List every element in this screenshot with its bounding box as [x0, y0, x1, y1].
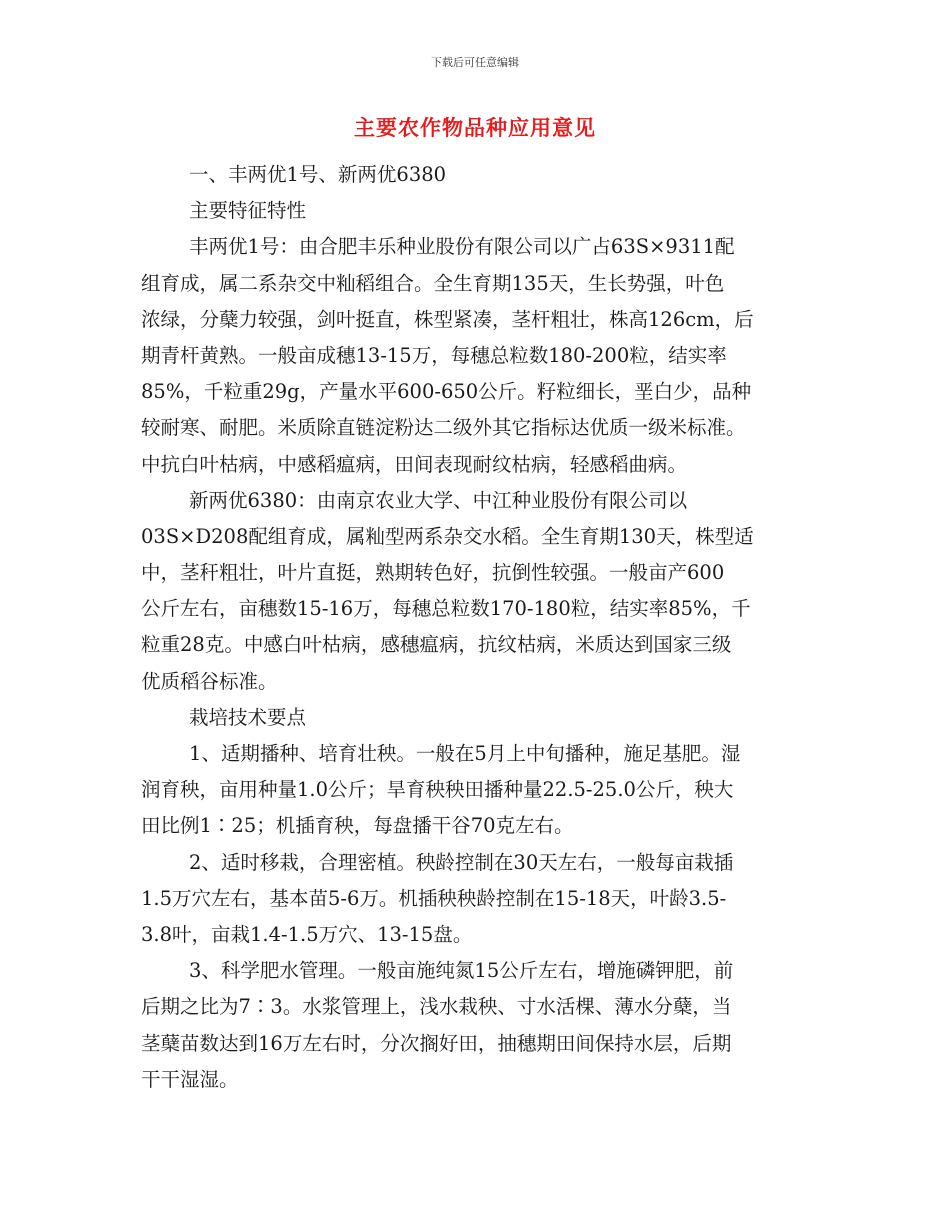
text-line: 3、科学肥水管理。一般亩施纯氮15公斤左右，增施磷钾肥，前 [189, 959, 734, 983]
text-line: 1、适期播种、培育壮秧。一般在5月上中旬播种，施足基肥。湿 [189, 742, 741, 765]
text-line: 田比例1∶25；机插育秧，每盘播干谷70克左右。 [141, 814, 574, 838]
text-line: 栽培技术要点 [189, 705, 307, 729]
text-line: 中，茎秆粗壮，叶片直挺，熟期转色好，抗倒性较强。一般亩产600 [141, 561, 725, 585]
text-line: 1.5万穴左右，基本苗5-6万。机插秧秧龄控制在15-18天，叶龄3.5- [141, 886, 727, 910]
header-note: 下载后可任意编辑 [431, 56, 519, 69]
text-line: 03S×D208配组育成，属籼型两系杂交水稻。全生育期130天，株型适 [141, 524, 754, 548]
text-line: 润育秧，亩用种量1.0公斤；旱育秧秧田播种量22.5-25.0公斤，秧大 [141, 778, 734, 802]
text-line: 浓绿，分蘖力较强，剑叶挺直，株型紧凑，茎杆粗壮，株高126cm，后 [141, 307, 754, 331]
text-line: 一、丰两优1号、新两优6380 [189, 163, 447, 186]
document-body [141, 157, 811, 1098]
text-line: 粒重28克。中感白叶枯病，感穗瘟病，抗纹枯病，米质达到国家三级 [141, 633, 732, 657]
text-line: 85%，千粒重29g，产量水平600-650公斤。籽粒细长，垩白少，品种 [141, 380, 752, 404]
text-line: 新两优6380：由南京农业大学、中江种业股份有限公司以 [189, 488, 688, 512]
text-line: 公斤左右，亩穗数15-16万，每穗总粒数170-180粒，结实率85%，千 [141, 597, 751, 621]
text-line: 丰两优1号：由合肥丰乐种业股份有限公司以广占63S×9311配 [189, 235, 735, 259]
text-line: 组育成，属二系杂交中籼稻组合。全生育期135天，生长势强，叶色 [141, 271, 725, 295]
text-line: 较耐寒、耐肥。米质除直链淀粉达二级外其它指标达优质一级米标准。 [141, 416, 746, 440]
text-line: 后期之比为7∶3。水浆管理上，浅水栽秧、寸水活棵、薄水分蘖，当 [141, 995, 732, 1019]
text-line: 期青杆黄熟。一般亩成穗13-15万，每穗总粒数180-200粒，结实率 [141, 343, 727, 367]
text-line: 3.8叶，亩栽1.4-1.5万穴、13-15盘。 [141, 922, 473, 946]
text-line: 中抗白叶枯病，中感稻瘟病，田间表现耐纹枯病，轻感稻曲病。 [141, 452, 688, 476]
page-title: 主要农作物品种应用意见 [354, 116, 596, 140]
text-line: 干干湿湿。 [141, 1067, 239, 1091]
text-line: 主要特征特性 [189, 199, 307, 223]
text-line: 2、适时移栽，合理密植。秧龄控制在30天左右，一般每亩栽插 [189, 850, 734, 874]
text-line: 优质稻谷标准。 [141, 669, 278, 693]
text-line: 茎蘖苗数达到16万左右时，分次搁好田，抽穗期田间保持水层，后期 [141, 1031, 732, 1055]
